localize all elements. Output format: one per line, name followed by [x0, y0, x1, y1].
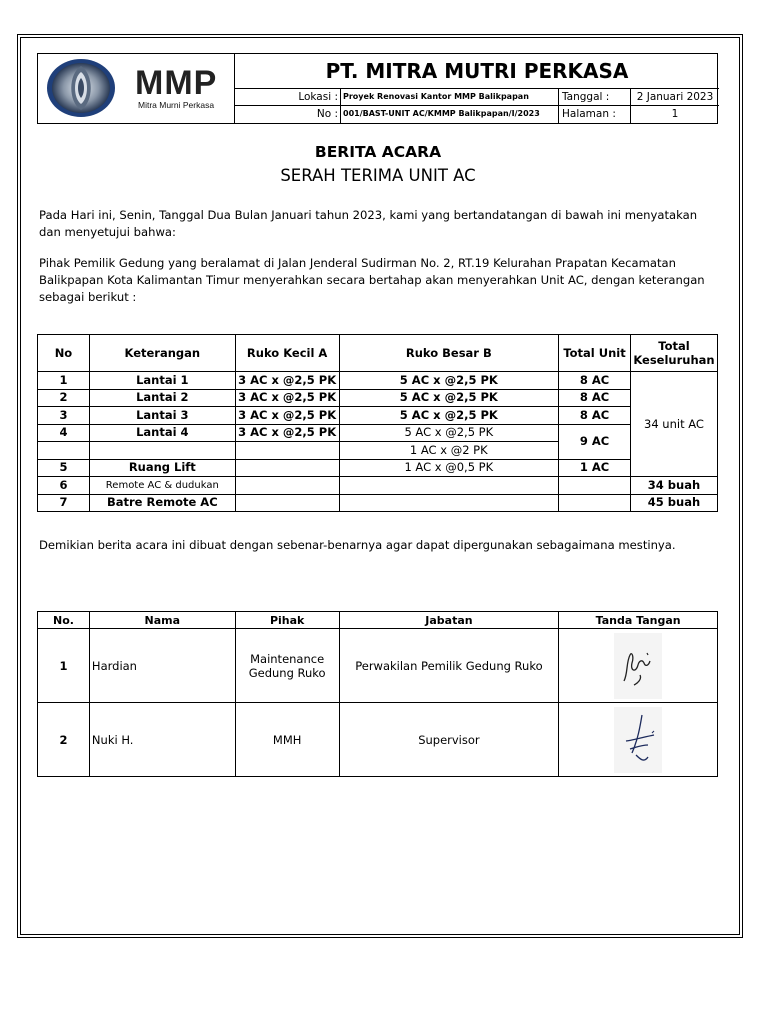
lokasi-label: Lokasi :	[235, 89, 341, 105]
cell-no: 4	[38, 424, 90, 442]
cell-ruko-b: 5 AC x @2,5 PK	[339, 372, 559, 390]
table-row	[38, 424, 718, 442]
cell-jabatan: Supervisor	[339, 703, 559, 777]
lokasi-value: Proyek Renovasi Kantor MMP Balikpapan	[341, 89, 559, 105]
col-header: Nama	[89, 612, 235, 629]
cell-total-unit	[559, 477, 631, 495]
cell-jabatan: Perwakilan Pemilik Gedung Ruko	[339, 629, 559, 703]
cell-no: 3	[38, 407, 90, 425]
company-name: PT. MITRA MUTRI PERKASA	[235, 54, 719, 89]
cell-ruko-b: 5 AC x @2,5 PK	[339, 407, 559, 425]
cell-empty	[235, 442, 339, 460]
cell-ruko-a: 3 AC x @2,5 PK	[235, 407, 339, 425]
table-row	[38, 459, 718, 477]
cell-no: 1	[38, 629, 90, 703]
cell-ruko-a	[235, 494, 339, 512]
logo-subtitle: Mitra Murni Perkasa	[138, 100, 215, 110]
cell-ruko-b: 1 AC x @0,5 PK	[339, 459, 559, 477]
table-header-row	[38, 335, 718, 372]
col-header: No	[38, 335, 90, 372]
cell-no: 1	[38, 372, 90, 390]
cell-total-unit: 8 AC	[559, 389, 631, 407]
cell-no: 6	[38, 477, 90, 495]
col-header: Jabatan	[339, 612, 559, 629]
table-row	[38, 372, 718, 390]
header-row-no	[235, 106, 719, 123]
logo-cell	[38, 54, 235, 123]
closing-paragraph: Demikian berita acara ini dibuat dengan sebenar-benarnya agar dapat dipergunakan sebagaimana mestinya.	[39, 538, 676, 552]
cell-ruko-a: 3 AC x @2,5 PK	[235, 372, 339, 390]
cell-signature	[559, 703, 718, 777]
cell-ruko-b: 1 AC x @2 PK	[339, 442, 559, 460]
col-header: No.	[38, 612, 90, 629]
pihak-line: Gedung Ruko	[248, 665, 326, 680]
cell-pihak	[235, 629, 339, 703]
table-row	[38, 389, 718, 407]
pihak-line: MMH	[272, 732, 302, 747]
cell-total-unit: 9 AC	[559, 424, 631, 459]
cell-keterangan: Lantai 4	[89, 424, 235, 442]
col-header: Pihak	[235, 612, 339, 629]
pihak-line: Maintenance	[250, 651, 325, 666]
cell-grand: 34 buah	[630, 477, 717, 495]
intro-paragraph: Pada Hari ini, Senin, Tanggal Dua Bulan Januari tahun 2023, kami yang bertandatangan di bawah ini menyatakan dan menyetujui bahwa:	[39, 208, 698, 239]
cell-ruko-b	[339, 494, 559, 512]
cell-ruko-b: 5 AC x @2,5 PK	[339, 389, 559, 407]
tanggal-value: 2 Januari 2023	[636, 91, 714, 103]
header-row-lokasi	[235, 89, 719, 106]
col-header: Keterangan	[89, 335, 235, 372]
cell-keterangan: Batre Remote AC	[89, 494, 235, 512]
table-row	[38, 629, 718, 703]
table-row	[38, 494, 718, 512]
logo-wordmark: MMP	[135, 64, 218, 102]
document-subtitle: SERAH TERIMA UNIT AC	[280, 166, 476, 185]
cell-nama: Hardian	[89, 629, 235, 703]
col-header: Ruko Kecil A	[235, 335, 339, 372]
cell-total-unit	[559, 494, 631, 512]
cell-keterangan: Lantai 3	[89, 407, 235, 425]
cell-total-unit: 8 AC	[559, 407, 631, 425]
cell-keterangan: Lantai 1	[89, 372, 235, 390]
cell-no: 7	[38, 494, 90, 512]
unit-ac-table	[37, 334, 718, 512]
no-value: 001/BAST-UNIT AC/KMMP Balikpapan/I/2023	[341, 106, 559, 123]
cell-no: 5	[38, 459, 90, 477]
cell-grand-total: 34 unit AC	[630, 372, 717, 477]
cell-ruko-a: 3 AC x @2,5 PK	[235, 424, 339, 442]
col-header: Total Keseluruhan	[630, 335, 717, 372]
cell-ruko-a: 3 AC x @2,5 PK	[235, 389, 339, 407]
cell-nama: Nuki H.	[89, 703, 235, 777]
table-row	[38, 407, 718, 425]
cell-no: 2	[38, 389, 90, 407]
cell-keterangan: Remote AC & dudukan	[89, 477, 235, 495]
statement-paragraph: Pihak Pemilik Gedung yang beralamat di Jalan Jenderal Sudirman No. 2, RT.19 Kelurahan Prapatan Kecamatan Balikpapan Kota Kalimantan Timur menyerahkan secara bertahap akan menyerahkan Unit AC, dengan keterangan sebagai berikut :	[39, 256, 705, 304]
cell-no: 2	[38, 703, 90, 777]
tanggal-label: Tanggal :	[559, 89, 631, 105]
cell-ruko-a	[235, 459, 339, 477]
cell-total-unit: 1 AC	[559, 459, 631, 477]
cell-grand: 45 buah	[630, 494, 717, 512]
halaman-value: 1	[671, 108, 679, 120]
cell-keterangan: Lantai 2	[89, 389, 235, 407]
cell-empty	[89, 442, 235, 460]
cell-total-unit: 8 AC	[559, 372, 631, 390]
document-title: BERITA ACARA	[314, 143, 442, 161]
signature-hardian	[614, 633, 662, 699]
cell-keterangan: Ruang Lift	[89, 459, 235, 477]
signature-nuki	[614, 707, 662, 773]
cell-pihak	[235, 703, 339, 777]
mmp-logo-icon	[46, 58, 116, 118]
table-row	[38, 477, 718, 495]
col-header: Tanda Tangan	[559, 612, 718, 629]
cell-ruko-b: 5 AC x @2,5 PK	[339, 424, 559, 442]
cell-ruko-a	[235, 477, 339, 495]
cell-ruko-b	[339, 477, 559, 495]
col-header: Total Unit	[559, 335, 631, 372]
table-header-row	[38, 612, 718, 629]
cell-empty	[38, 442, 90, 460]
cell-signature	[559, 629, 718, 703]
table-row	[38, 703, 718, 777]
col-header: Ruko Besar B	[339, 335, 559, 372]
no-label: No :	[235, 106, 341, 123]
document-header	[37, 53, 718, 124]
signature-table	[37, 611, 718, 777]
halaman-label: Halaman :	[559, 106, 631, 123]
